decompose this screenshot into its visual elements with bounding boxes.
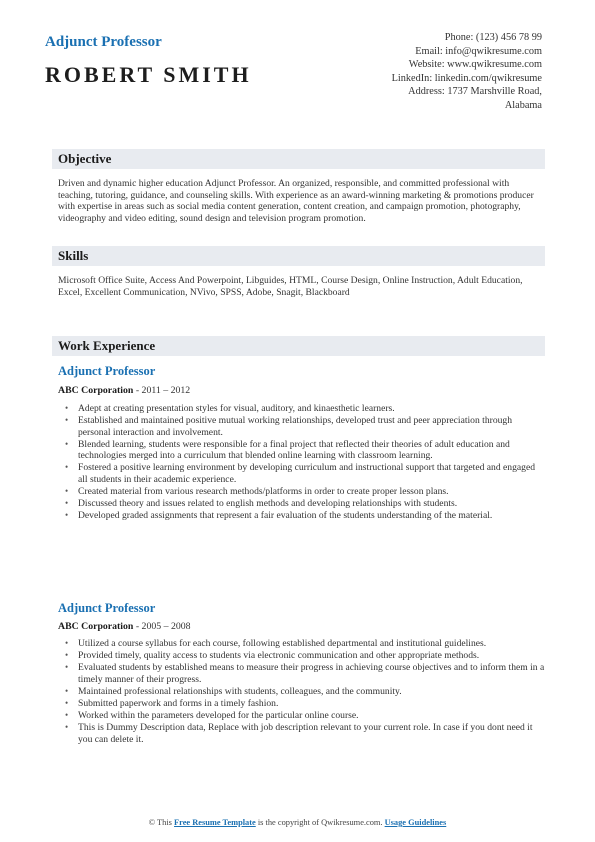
contact-phone: Phone: (123) 456 78 99 [444,32,542,43]
section-heading: Objective [58,151,112,166]
job-title: Adjunct Professor [45,34,162,50]
list-item: • Fostered a positive learning environment by developing curriculum and instructional support that targeted and engaged all students in their academic experience. [58,462,546,485]
candidate-name: ROBERT SMITH [45,62,252,87]
list-item: • Submitted paperwork and forms in a timely fashion. [58,698,546,710]
usage-guidelines-link[interactable]: Usage Guidelines [384,818,447,827]
list-item: • Provided timely, quality access to students via electronic communication and other appropriate methods. [58,650,546,662]
footer-middle: is the copyright of Qwikresume.com. [255,818,385,827]
free-resume-template-link[interactable]: Free Resume Template [174,818,256,827]
section-objective [52,149,545,169]
contact-address-state: Alabama [504,99,542,111]
list-item: • Maintained professional relationships with students, colleagues, and the community. [58,686,546,698]
section-heading: Skills [58,248,89,263]
job-dates: - 2011 – 2012 [133,385,191,396]
footer-copyright [0,818,595,827]
job-title-entry: Adjunct Professor [58,364,156,378]
section-work-experience [52,336,545,356]
list-item: • Created material from various research methods/platforms in order to create proper lesson plans. [58,486,546,498]
footer-prefix: © This [148,818,175,827]
job-company-line [58,385,190,396]
company-name: ABC Corporation [58,621,134,632]
list-item: • Developed graded assignments that represent a fair evaluation of the students understanding of the material. [58,510,546,522]
company-name: ABC Corporation [58,385,134,396]
contact-email: Email: info@qwikresume.com [415,45,542,57]
list-item: • This is Dummy Description data, Replace with job description relevant to your current role. In case if you dont need it you can delete it. [58,722,546,745]
list-item: • Worked within the parameters developed for the particular online course. [58,710,546,722]
contact-block [312,31,542,113]
list-item: • Discussed theory and issues related to english methods and developing relationships with students. [58,498,546,510]
job-dates: - 2005 – 2008 [133,621,191,632]
contact-address: Address: 1737 Marshville Road, [408,86,542,98]
list-item: • Established and maintained positive mutual working relationships, developed trust and peer appreciation through personal interaction and involvement. [58,415,546,438]
list-item: • Utilized a course syllabus for each course, following established departmental and institutional guidelines. [58,638,546,650]
skills-text: Microsoft Office Suite, Access And Powerpoint, Libguides, HTML, Course Design, Online Instruction, Adult Education, Excel, Excellent Communication, NVivo, SPSS, Adobe, Snagit, Blackboard [58,275,523,298]
job-company-line [58,621,191,632]
list-item: • Blended learning, students were responsible for a final project that reflected their theories of adult education and technologies merged into a curriculum that blended online learning with classroom learning. [58,439,546,462]
contact-website: Website: www.qwikresume.com [408,59,542,71]
section-skills [52,246,545,266]
section-heading: Work Experience [58,338,156,353]
list-item: • Adept at creating presentation styles for visual, auditory, and kinaesthetic learners. [58,403,546,415]
list-item: • Evaluated students by established means to measure their progress in achieving course objectives and to inform them in a timely manner of their progress. [58,662,546,685]
contact-linkedin: LinkedIn: linkedin.com/qwikresume [391,72,542,84]
objective-text: Driven and dynamic higher education Adjunct Professor. An organized, responsible, and committed professional with teaching, tutoring, guidance, and counseling skills. With experience as an award-winning marketing & promotions producer with expertise in areas such as social media content generation, content creation, and campaign promotion, photography, videography and video editing, sound design and television program promotion. [58,178,534,224]
job-duties-list [58,403,546,522]
job-title-entry: Adjunct Professor [58,601,156,615]
job-duties-list [58,638,546,746]
